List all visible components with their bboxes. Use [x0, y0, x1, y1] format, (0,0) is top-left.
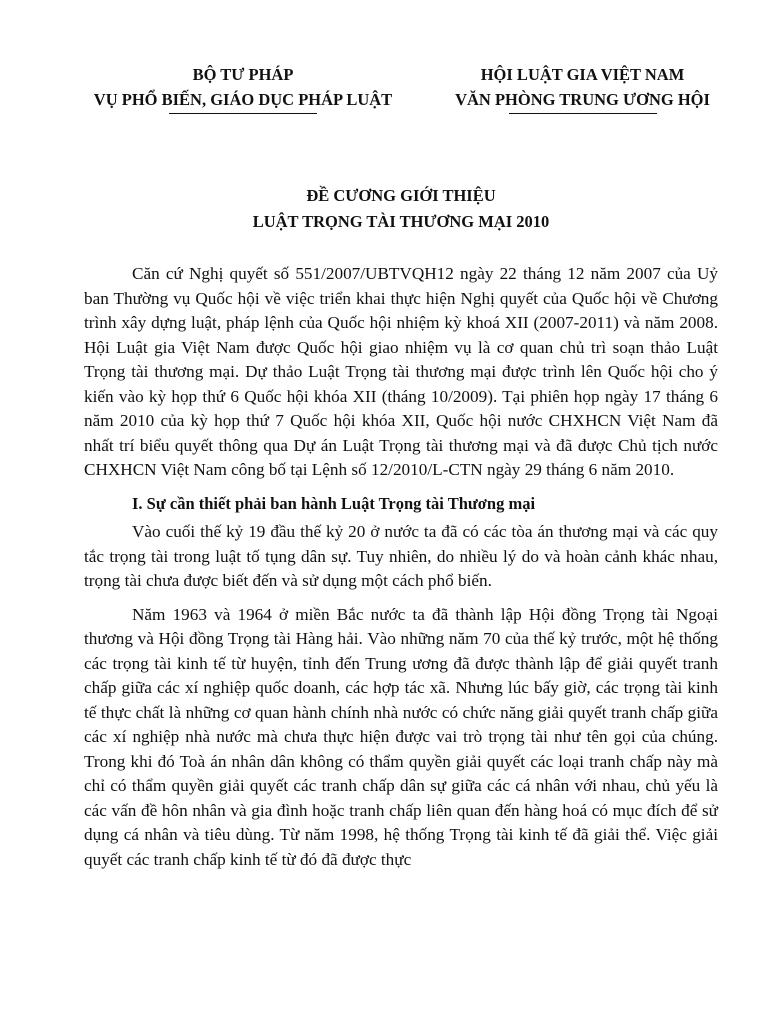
right-header-underline — [509, 113, 657, 114]
body-paragraph: Vào cuối thế kỷ 19 đầu thế kỷ 20 ở nước ta đã có các tòa án thương mại và các quy tắc trọng tài trong luật tố tụng dân sự. Tuy nhiên, do nhiều lý do và hoàn cảnh khác nhau, trọng tài chưa được biết đến và sử dụng một cách phổ biến. — [84, 522, 718, 590]
intro-paragraph: Căn cứ Nghị quyết số 551/2007/UBTVQH12 ngày 22 tháng 12 năm 2007 của Uỷ ban Thường vụ Quốc hội về việc triển khai thực hiện Nghị quyết của Quốc hội về Chương trình xây dựng luật, pháp lệnh của Quốc hội nhiệm kỳ khoá XII (2007-2011) và năm 2008. Hội Luật gia Việt Nam được Quốc hội giao nhiệm vụ là cơ quan chủ trì soạn thảo Luật Trọng tài thương mại. Dự thảo Luật Trọng tài thương mại được trình lên Quốc hội cho ý kiến vào kỳ họp thứ 6 Quốc hội khóa XII (tháng 10/2009). Tại phiên họp ngày 17 tháng 6 năm 2010 của kỳ họp thứ 7 Quốc hội khóa XII, Quốc hội nước CHXHCN Việt Nam đã nhất trí biểu quyết thông qua Dự án Luật Trọng tài thương mại và đã được Chủ tịch nước CHXHCN Việt Nam công bố tại Lệnh số 12/2010/L-CTN ngày 29 tháng 6 năm 2010. — [84, 264, 718, 479]
association-name: HỘI LUẬT GIA VIỆT NAM — [480, 65, 685, 84]
document-body — [84, 262, 718, 881]
body-paragraph: Năm 1963 và 1964 ở miền Bắc nước ta đã thành lập Hội đồng Trọng tài Ngoại thương và Hội đồng Trọng tài Hàng hải. Vào những năm 70 của thế kỷ trước, một hệ thống các trọng tài kinh tế từ huyện, tỉnh đến Trung ương đã được thành lập để giải quyết tranh chấp giữa các xí nghiệp quốc doanh, các hợp tác xã. Nhưng lúc bấy giờ, các trọng tài kinh tế thực chất là những cơ quan hành chính nhà nước có chức năng giải quyết tranh chấp giữa các xí nghiệp nhà nước mà chưa thực hiện được vai trò trọng tài như tên gọi của chúng. Trong khi đó Toà án nhân dân không có thẩm quyền giải quyết các loại tranh chấp này mà chỉ có thẩm quyền giải quyết các tranh chấp dân sự giữa các cá nhân với nhau, chủ yếu là các vấn đề hôn nhân và gia đình hoặc tranh chấp liên quan đến hàng hoá có mục đích để sử dụng cá nhân và tiêu dùng. Từ năm 1998, hệ thống Trọng tài kinh tế đã giải thể. Việc giải quyết các tranh chấp kinh tế từ đó đã được thực — [84, 604, 718, 869]
section-heading: I. Sự cần thiết phải ban hành Luật Trọng tài Thương mại — [132, 493, 536, 513]
document-title — [84, 183, 718, 235]
department-name: VỤ PHỔ BIẾN, GIÁO DỤC PHÁP LUẬT — [93, 90, 393, 109]
left-header-underline — [169, 113, 317, 114]
right-organization-block — [415, 62, 750, 114]
title-line-2: LUẬT TRỌNG TÀI THƯƠNG MẠI 2010 — [252, 212, 550, 231]
left-organization-block — [78, 62, 408, 114]
title-line-1: ĐỀ CƯƠNG GIỚI THIỆU — [306, 186, 496, 205]
ministry-name: BỘ TƯ PHÁP — [192, 65, 294, 84]
office-name: VĂN PHÒNG TRUNG ƯƠNG HỘI — [455, 90, 710, 109]
document-header — [0, 62, 768, 122]
